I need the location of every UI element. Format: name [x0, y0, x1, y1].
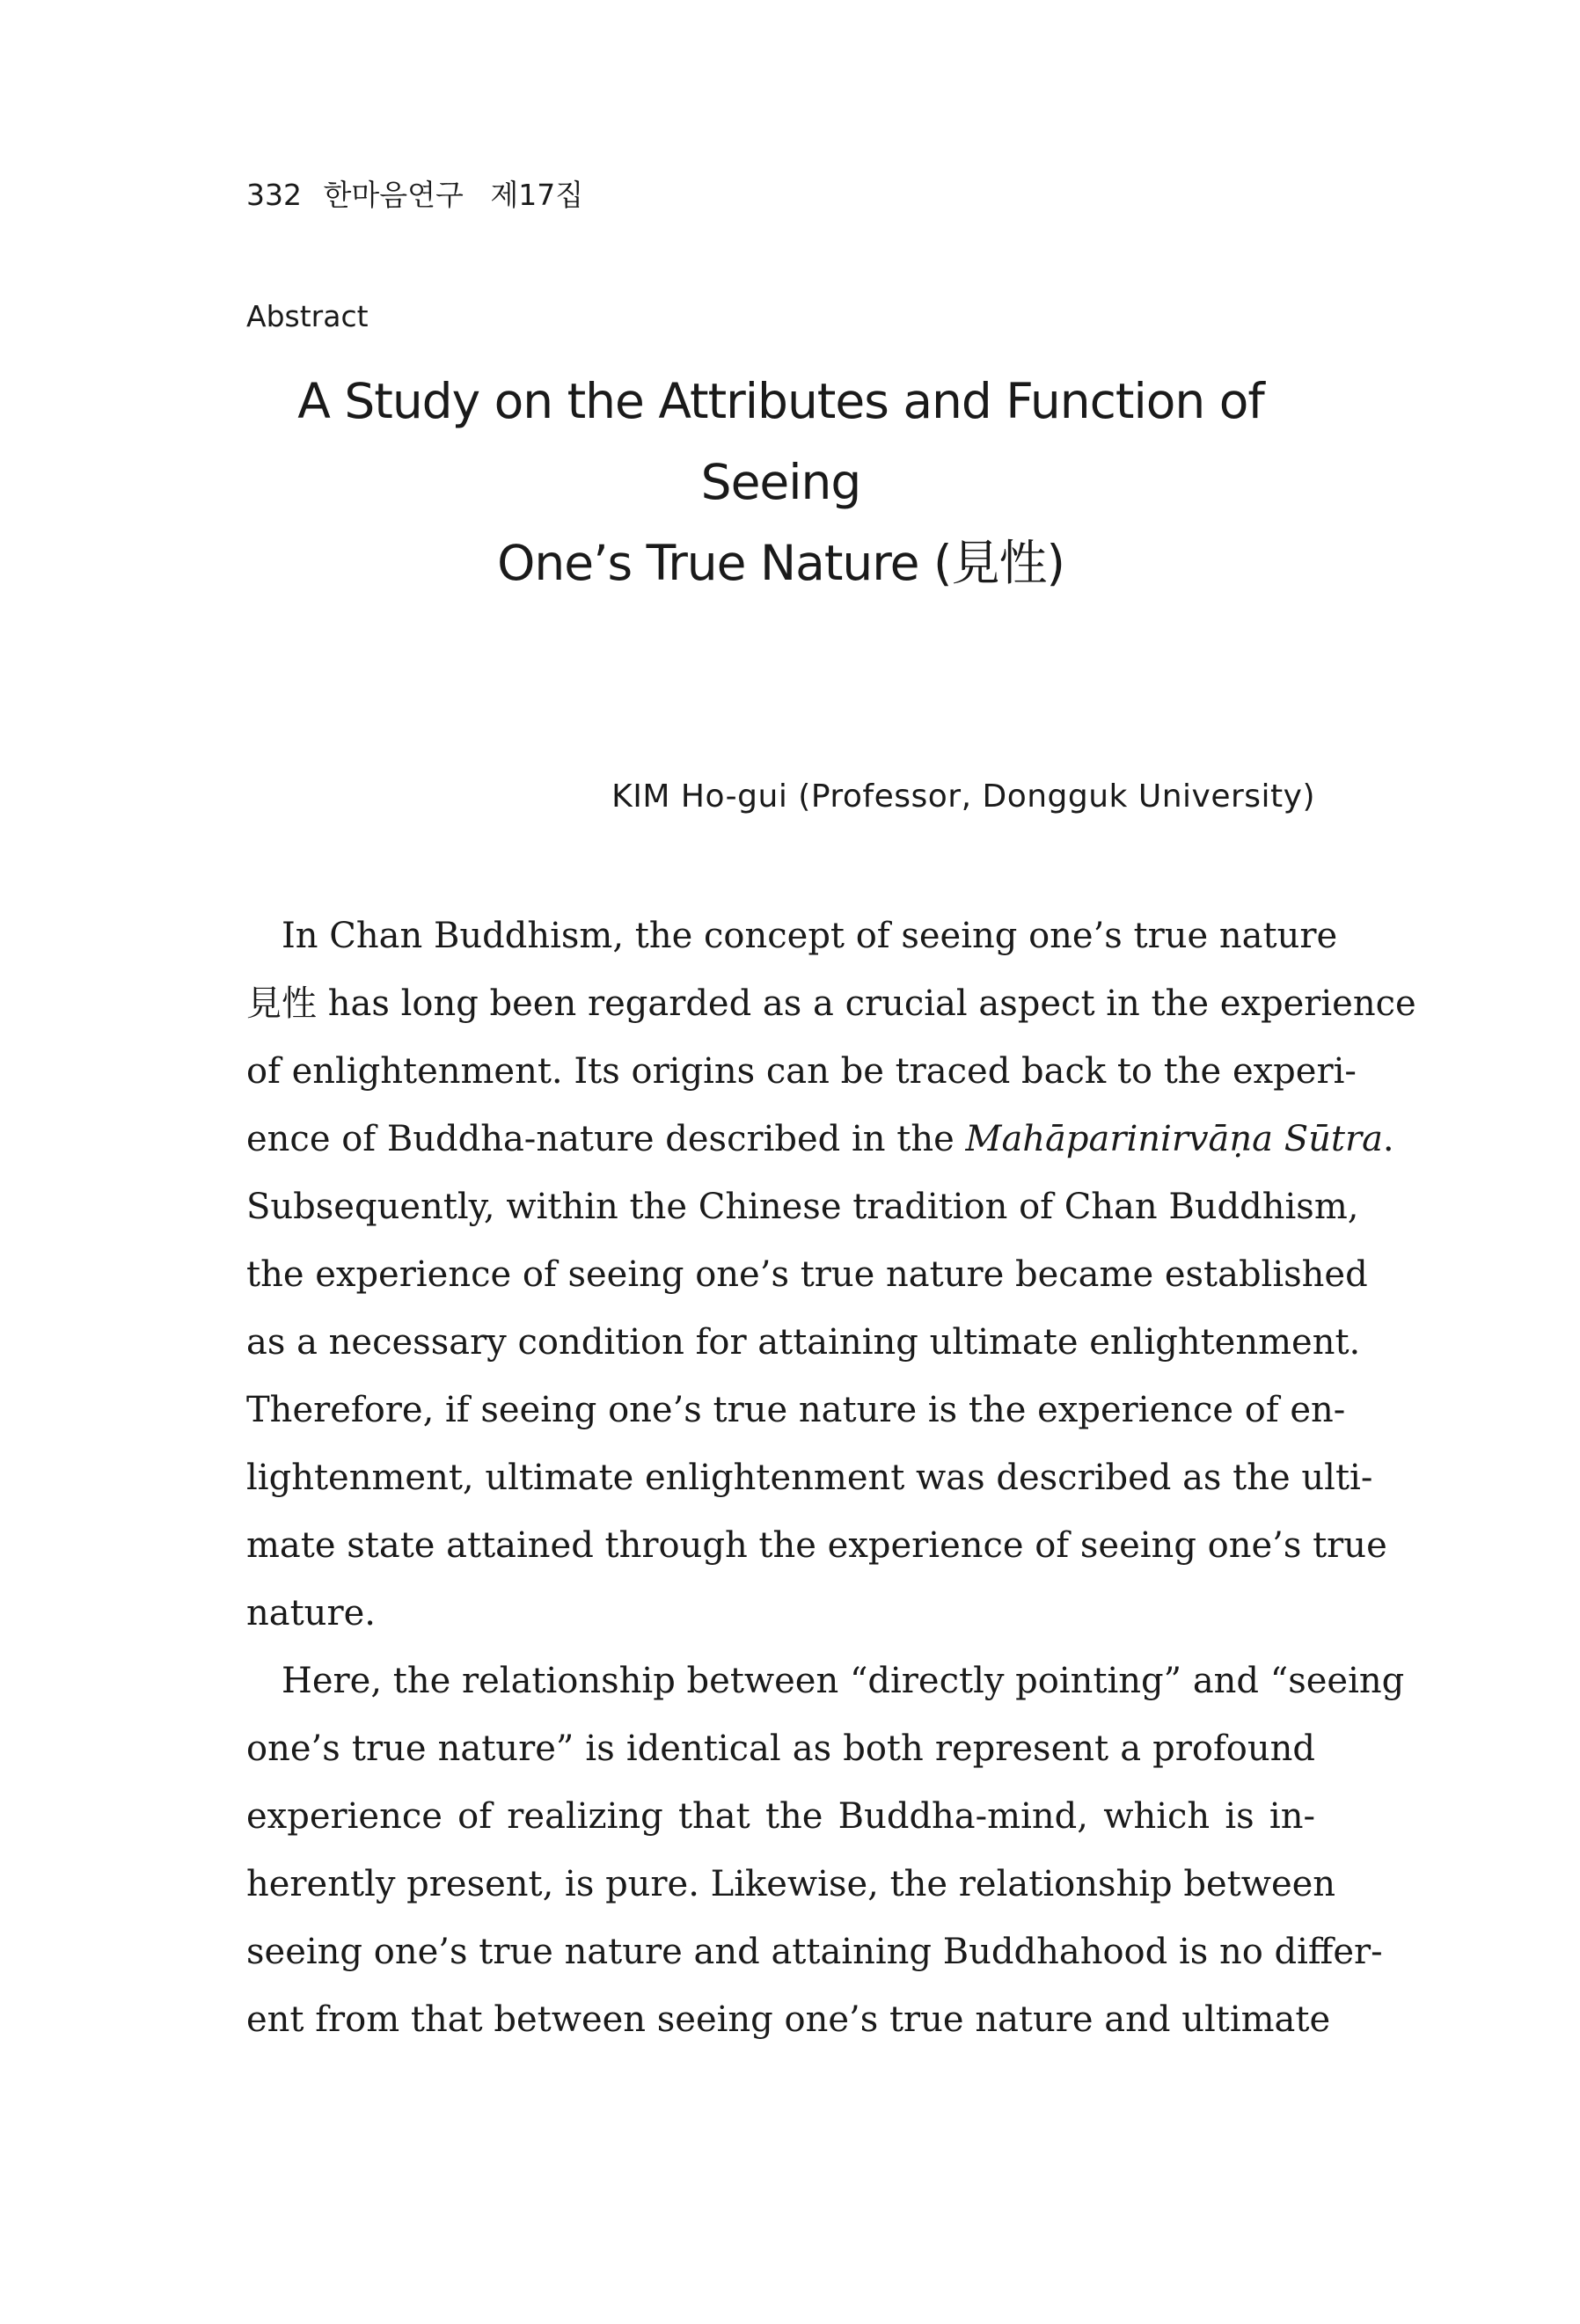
title-line-2: One’s True Nature (見性)	[497, 535, 1064, 591]
running-header	[246, 172, 583, 214]
body-line: lightenment, ultimate enlightenment was described as the ulti-	[246, 1458, 1373, 1498]
article-title	[246, 361, 1315, 603]
body-line: as a necessary condition for attaining ultimate enlightenment.	[246, 1322, 1361, 1363]
body-line: 見性 has long been regarded as a crucial aspect in the experience	[246, 983, 1416, 1024]
journal-name: 한마음연구	[323, 178, 464, 212]
section-label: Abstract	[246, 299, 369, 333]
body-line: experience of realizing that the Buddha-mind, which is in-	[246, 1796, 1315, 1837]
title-line-1: A Study on the Attributes and Function of Seeing	[297, 373, 1264, 510]
body-line: In Chan Buddhism, the concept of seeing one’s true nature	[282, 916, 1338, 956]
body-line: seeing one’s true nature and attaining Buddhahood is no differ-	[246, 1932, 1383, 1972]
body-text-segment: ence of Buddha-nature described in the	[246, 1119, 966, 1159]
body-line: ent from that between seeing one’s true nature and ultimate	[246, 1999, 1331, 2040]
body-text-segment: .	[1382, 1119, 1394, 1159]
body-line: Subsequently, within the Chinese tradition of Chan Buddhism,	[246, 1187, 1359, 1227]
body-line: nature.	[246, 1593, 376, 1633]
body-line: the experience of seeing one’s true nature became established	[246, 1254, 1368, 1295]
body-line	[246, 1106, 1394, 1173]
body-line: herently present, is pure. Likewise, the relationship between	[246, 1864, 1336, 1904]
body-line: of enlightenment. Its origins can be traced back to the experi-	[246, 1051, 1357, 1092]
journal-volume: 제17집	[490, 178, 584, 212]
body-line: Here, the relationship between “directly pointing” and “seeing	[282, 1661, 1405, 1701]
author-affiliation: KIM Ho-gui (Professor, Dongguk University)	[611, 778, 1315, 815]
abstract-body	[246, 903, 1416, 2054]
body-line: Therefore, if seeing one’s true nature is the experience of en-	[246, 1390, 1346, 1430]
sutra-title: Mahāparinirvāṇa Sūtra	[965, 1119, 1383, 1159]
page-number: 332	[246, 178, 302, 212]
body-line: mate state attained through the experience of seeing one’s true	[246, 1525, 1387, 1566]
body-line: one’s true nature” is identical as both represent a profound	[246, 1728, 1315, 1769]
